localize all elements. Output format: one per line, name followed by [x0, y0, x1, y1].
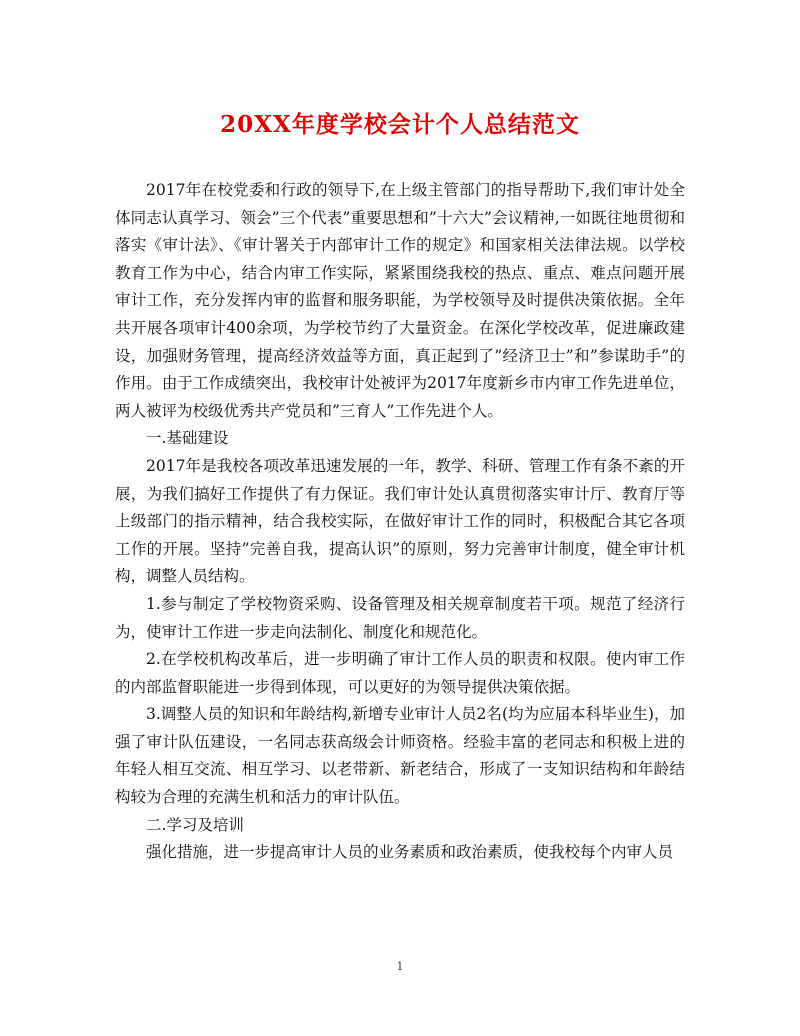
list-item-3: 3.调整人员的知识和年龄结构,新增专业审计人员2名(均为应届本科毕业生)，加强了审计队伍建设，一名同志获高级会计师资格。经验丰富的老同志和积极上进的年轻人相互交流、相互学习、以老带新、新老结合，形成了一支知识结构和年龄结构较为合理的充满生机和活力的审计队伍。 — [115, 705, 685, 807]
document-title: 20XX年度学校会计个人总结范文 — [220, 111, 580, 138]
section-heading-study-training: 二.学习及培训 — [146, 815, 244, 834]
intro-paragraph: 2017年在校党委和行政的领导下,在上级主管部门的指导帮助下,我们审计处全体同志认真学习、领会”三个代表”重要思想和”十六大”会议精神,一如既往地贯彻和落实《审计法》、《审计署关于内部审计工作的规定》和国家相关法律法规。以学校教育工作为中心，结合内审工作实际，紧紧围绕我校的热点、重点、难点问题开展审计工作，充分发挥内审的监督和服务职能，为学校领导及时提供决策依据。全年共开展各项审计400余项，为学校节约了大量资金。在深化学校改革，促进廉政建设，加强财务管理，提高经济效益等方面，真正起到了”经济卫士”和”参谋助手”的作用。由于工作成绩突出，我校审计处被评为2017年度新乡市内审工作先进单位，两人被评为校级优秀共产党员和”三育人”工作先进个人。 — [115, 181, 685, 420]
list-item-2: 2.在学校机构改革后，进一步明确了审计工作人员的职责和权限。使内审工作的内部监督职能进一步得到体现，可以更好的为领导提供决策依据。 — [115, 650, 685, 696]
study-training-paragraph: 强化措施，进一步提高审计人员的业务素质和政治素质，使我校每个内审人员 — [146, 843, 674, 862]
list-item-1: 1.参与制定了学校物资采购、设备管理及相关规章制度若干项。规范了经济行为，使审计工作进一步走向法制化、制度化和规范化。 — [115, 594, 685, 641]
page-number: 1 — [396, 960, 404, 973]
document-body — [115, 177, 685, 867]
basic-construction-paragraph: 2017年是我校各项改革迅速发展的一年，教学、科研、管理工作有条不紊的开展，为我们搞好工作提供了有力保证。我们审计处认真贯彻落实审计厅、教育厅等上级部门的指示精神，结合我校实际，在做好审计工作的同时，积极配合其它各项工作的开展。坚持”完善自我，提高认识”的原则，努力完善审计制度，健全审计机构，调整人员结构。 — [115, 456, 685, 586]
section-heading-basic-construction: 一.基础建设 — [146, 429, 229, 448]
